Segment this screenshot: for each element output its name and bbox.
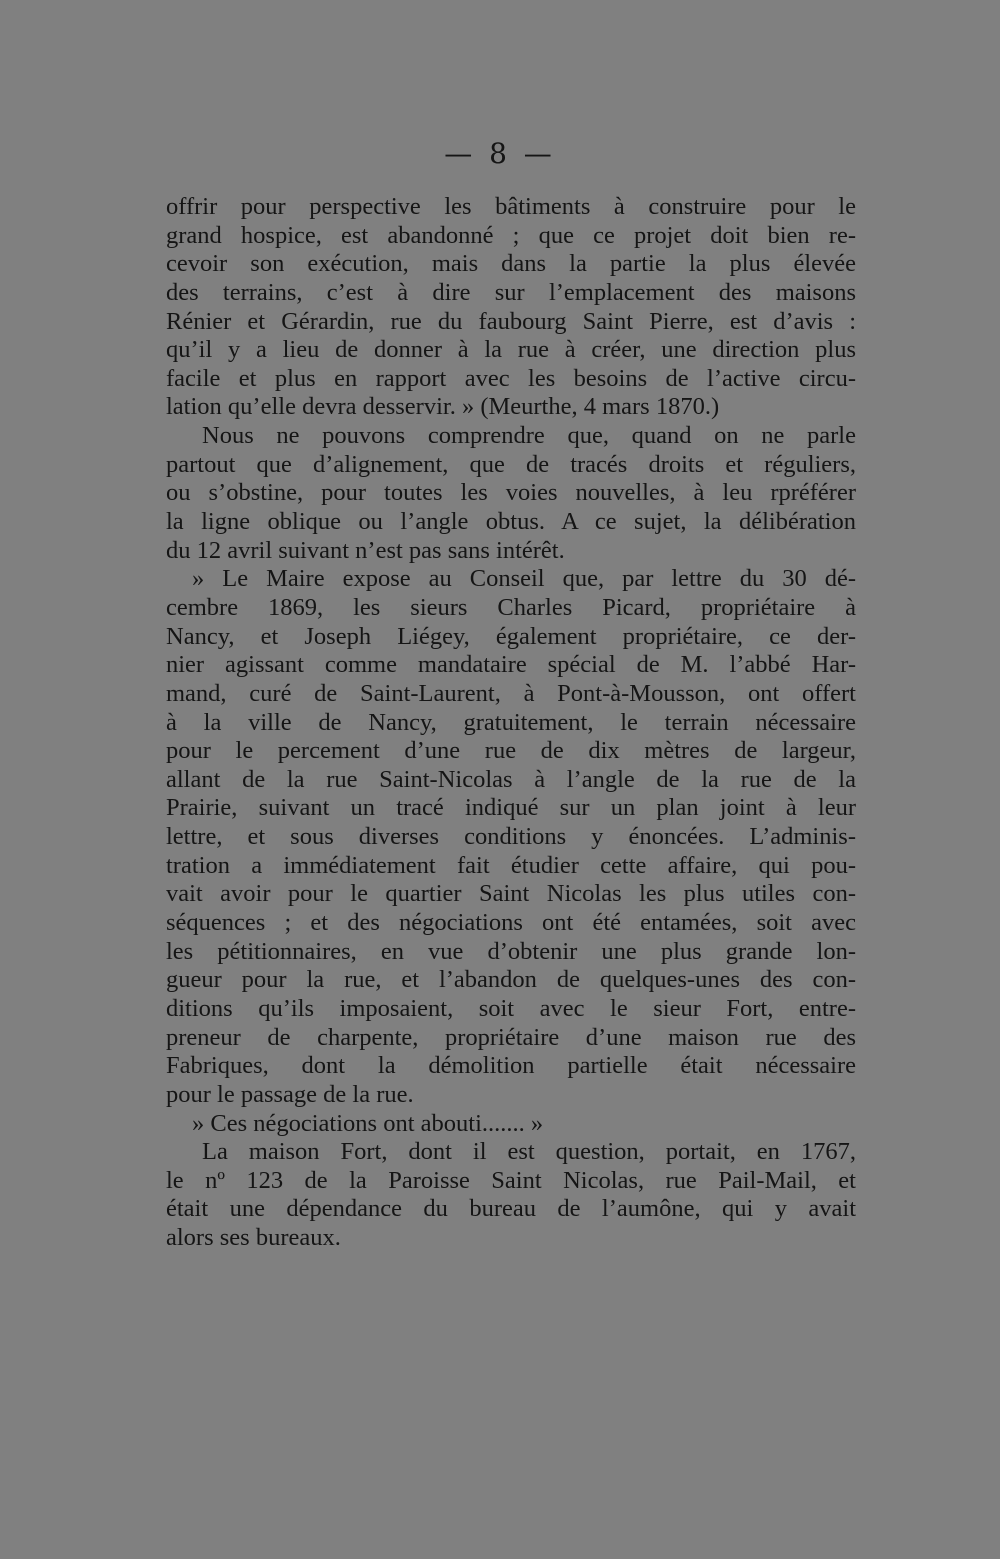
text-line: à la ville de Nancy, gratuitement, le terrain nécessaire <box>166 708 856 736</box>
text-line: vait avoir pour le quartier Saint Nicolas les plus utiles con- <box>166 880 856 908</box>
text-line: tration a immédiatement fait étudier cette affaire, qui pou- <box>166 851 856 879</box>
text-line: Nancy, et Joseph Liégey, également propriétaire, ce der- <box>166 622 856 650</box>
text-line: ou s’obstine, pour toutes les voies nouvelles, à leu rpréférer <box>166 479 856 507</box>
text-line: cembre 1869, les sieurs Charles Picard, propriétaire à <box>166 593 856 621</box>
text-line: lation qu’elle devra desservir. » (Meurthe, 4 mars 1870.) <box>166 393 720 421</box>
text-line: cevoir son exécution, mais dans la partie la plus élevée <box>166 250 856 278</box>
text-line: facile et plus en rapport avec les besoins de l’active circu- <box>166 364 856 392</box>
page-number: — 8 — <box>444 137 556 170</box>
text-line: allant de la rue Saint-Nicolas à l’angle de la rue de la <box>166 765 856 793</box>
text-line: Prairie, suivant un tracé indiqué sur un plan joint à leur <box>166 794 856 822</box>
text-line: séquences ; et des négociations ont été entamées, soit avec <box>166 909 856 937</box>
text-line: pour le passage de la rue. <box>166 1080 414 1108</box>
text-line: le nº 123 de la Paroisse Saint Nicolas, rue Pail-Mail, et <box>166 1166 856 1194</box>
text-line: nier agissant comme mandataire spécial de M. l’abbé Har- <box>166 651 856 679</box>
text-line: la ligne oblique ou l’angle obtus. A ce sujet, la délibération <box>166 508 856 536</box>
text-line: Nous ne pouvons comprendre que, quand on ne parle <box>202 422 856 450</box>
text-line: » Ces négociations ont abouti....... » <box>192 1109 544 1137</box>
text-line: La maison Fort, dont il est question, portait, en 1767, <box>202 1138 856 1166</box>
text-line: lettre, et sous diverses conditions y énoncées. L’adminis- <box>166 823 856 851</box>
text-line: des terrains, c’est à dire sur l’emplacement des maisons <box>166 278 856 306</box>
text-line: alors ses bureaux. <box>166 1224 341 1252</box>
text-line: offrir pour perspective les bâtiments à construire pour le <box>166 193 856 220</box>
text-line: était une dépendance du bureau de l’aumône, qui y avait <box>166 1195 856 1223</box>
body-text <box>166 193 856 1253</box>
text-line: » Le Maire expose au Conseil que, par lettre du 30 dé- <box>192 565 856 593</box>
text-line: Fabriques, dont la démolition partielle était nécessaire <box>166 1052 856 1080</box>
text-line: gueur pour la rue, et l’abandon de quelques-unes des con- <box>166 966 856 994</box>
text-line: pour le percement d’une rue de dix mètres de largeur, <box>166 737 856 765</box>
text-line: qu’il y a lieu de donner à la rue à créer, une direction plus <box>166 336 856 364</box>
text-line: grand hospice, est abandonné ; que ce projet doit bien re- <box>166 221 856 249</box>
text-line: du 12 avril suivant n’est pas sans intérêt. <box>166 536 565 564</box>
text-line: ditions qu’ils imposaient, soit avec le sieur Fort, entre- <box>166 994 856 1022</box>
text-line: Rénier et Gérardin, rue du faubourg Saint Pierre, est d’avis : <box>166 307 856 335</box>
text-line: mand, curé de Saint-Laurent, à Pont-à-Mousson, ont offert <box>166 679 856 707</box>
text-line: partout que d’alignement, que de tracés droits et réguliers, <box>166 450 856 478</box>
text-line: preneur de charpente, propriétaire d’une maison rue des <box>166 1023 856 1051</box>
text-line: les pétitionnaires, en vue d’obtenir une plus grande lon- <box>166 937 856 965</box>
